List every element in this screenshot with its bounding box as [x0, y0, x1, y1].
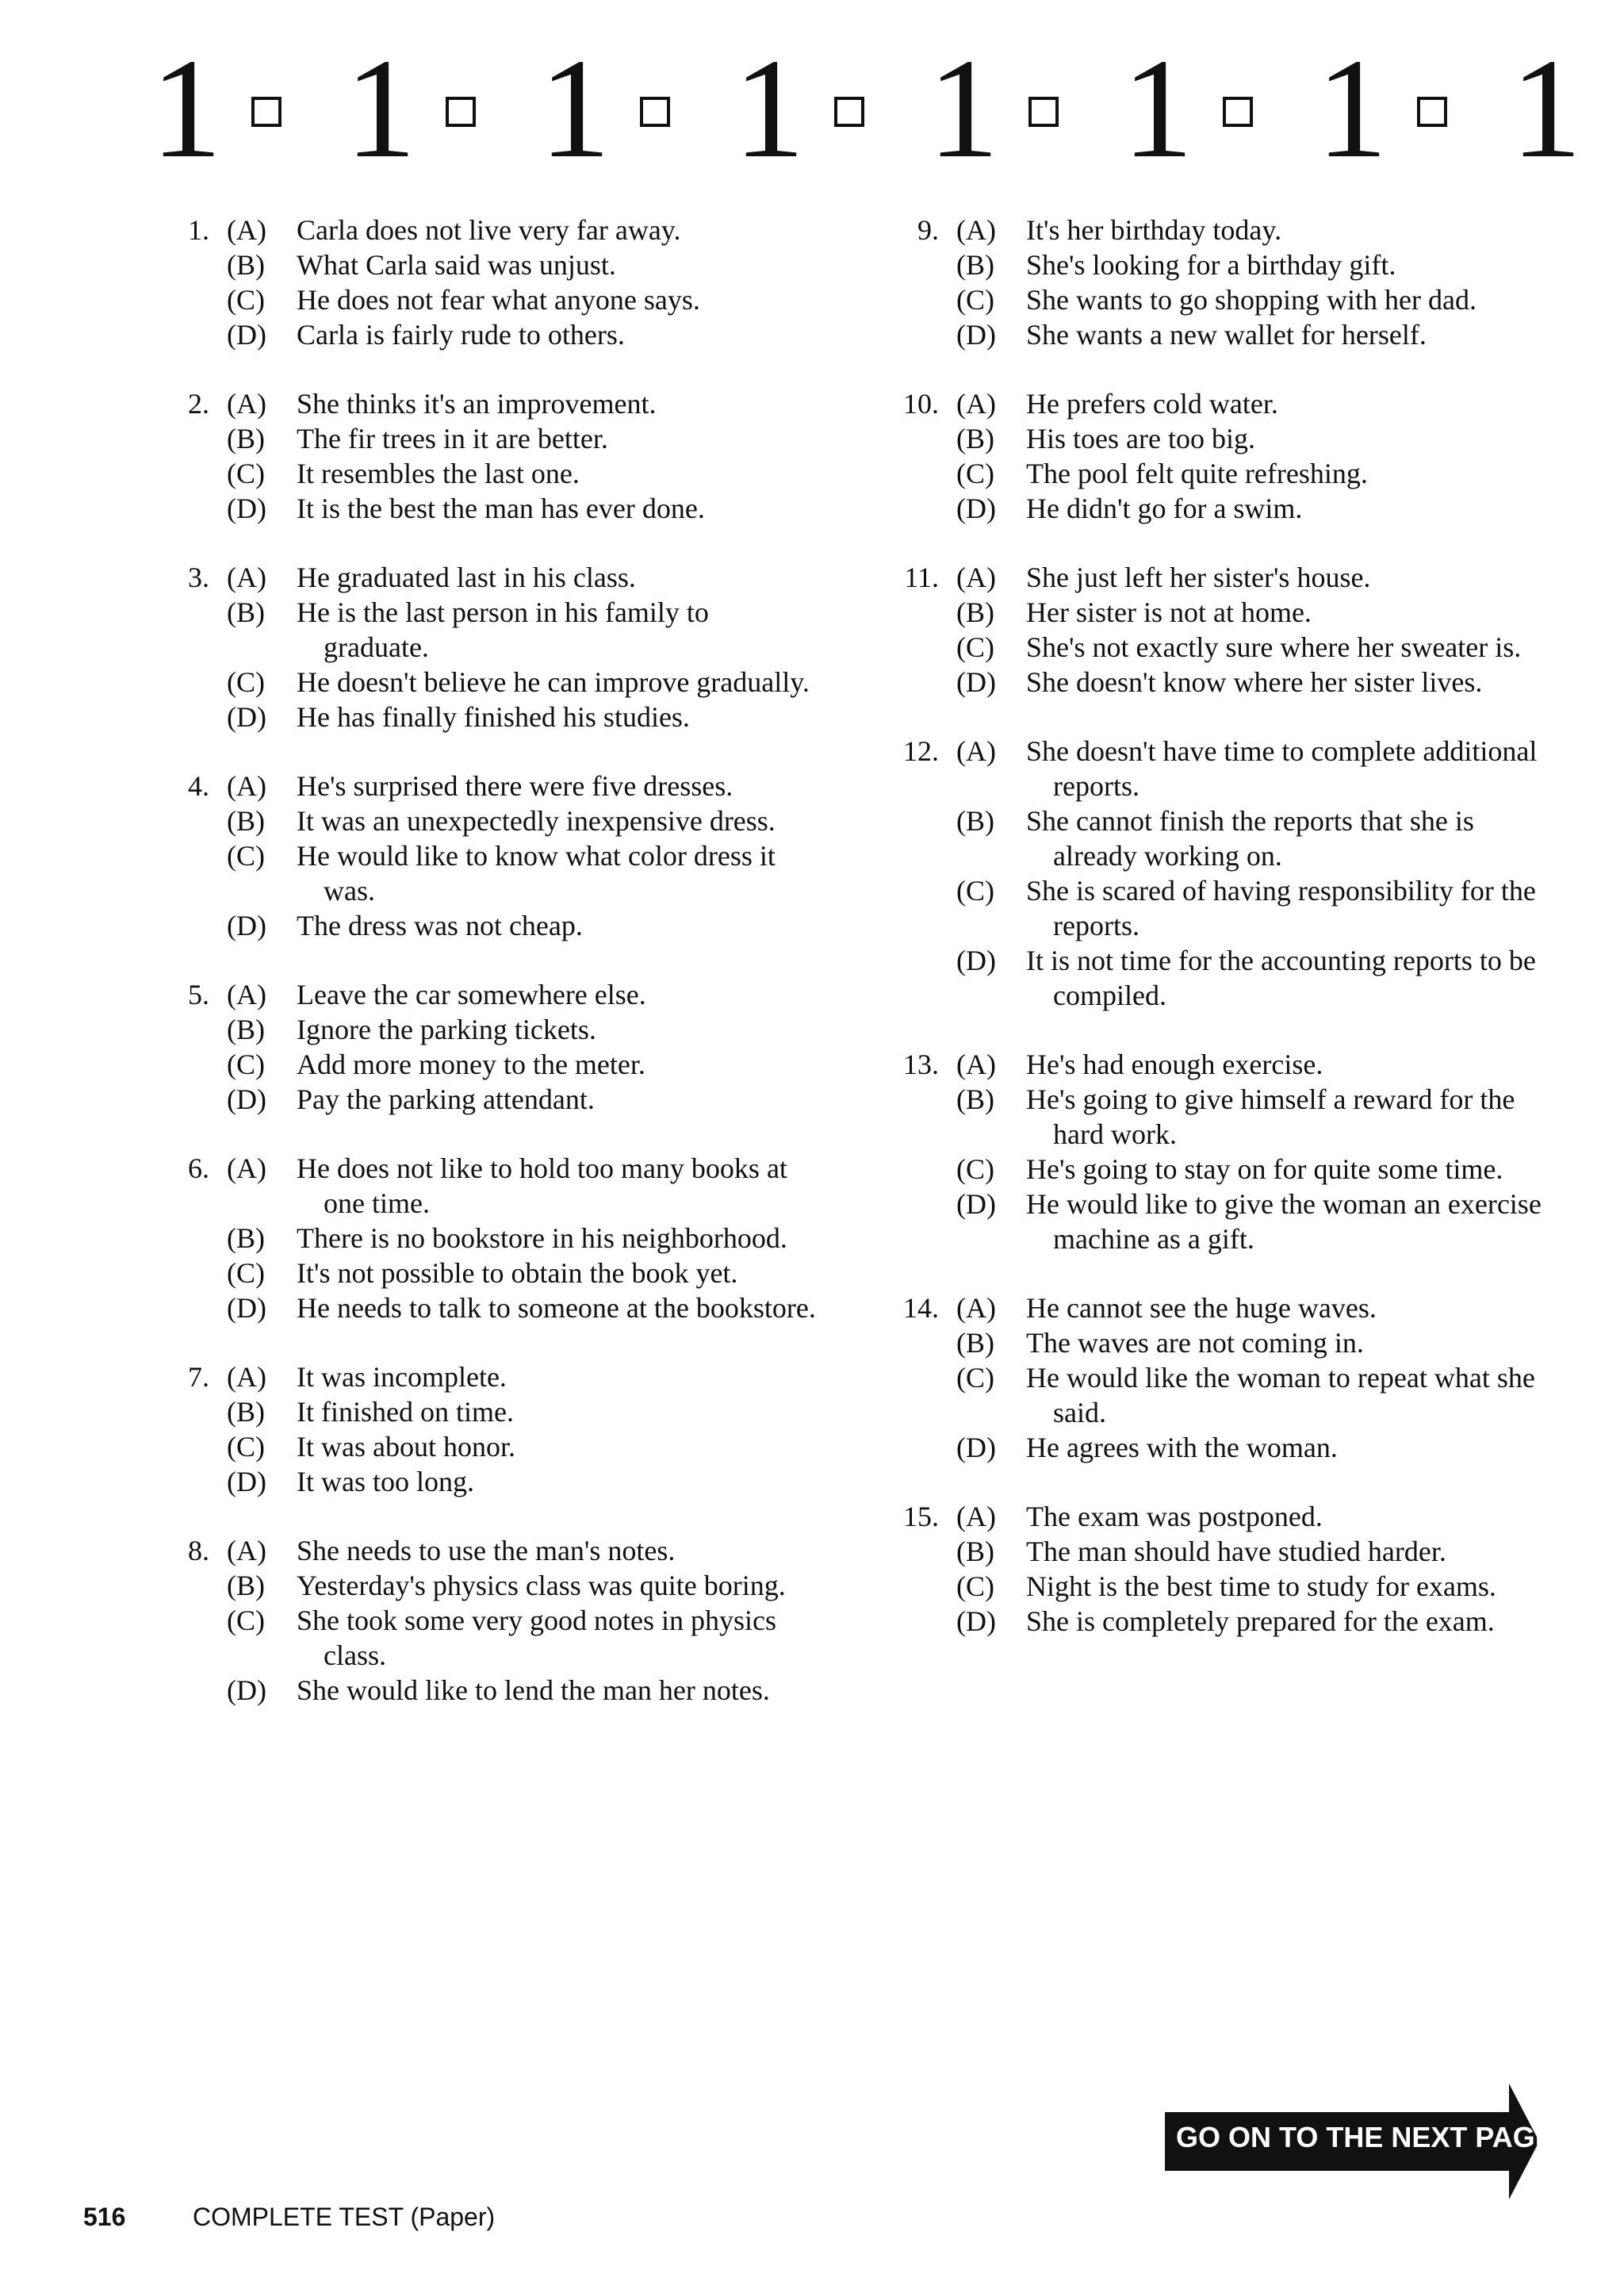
- answer-option: [896, 734, 1546, 803]
- option-text: She's looking for a birthday gift.: [1026, 249, 1396, 281]
- option-text: She cannot finish the reports that she is already working on.: [1026, 805, 1474, 872]
- answer-option: [167, 803, 817, 838]
- answer-option: [896, 1499, 1546, 1534]
- answer-option: [167, 1533, 817, 1568]
- questions-left-column: [167, 213, 817, 1742]
- answer-option: [896, 1290, 1546, 1325]
- answer-option: [167, 1047, 817, 1082]
- option-letter: (D): [956, 493, 996, 524]
- option-text: She thinks it's an improvement.: [297, 388, 657, 420]
- section-number: 1: [345, 29, 416, 187]
- option-letter: (D): [227, 910, 266, 941]
- answer-option: [167, 1256, 817, 1290]
- section-number: 1: [1122, 29, 1193, 187]
- question-number: 7.: [188, 1361, 209, 1393]
- option-text: What Carla said was unjust.: [297, 249, 616, 281]
- question-item: [896, 213, 1546, 352]
- option-text: The fir trees in it are better.: [297, 423, 608, 454]
- option-letter: (B): [227, 805, 265, 837]
- option-text: Carla does not live very far away.: [297, 214, 681, 246]
- option-letter: (A): [227, 1535, 266, 1566]
- option-text: He would like to know what color dress it was.: [297, 840, 776, 907]
- option-letter: (A): [227, 1152, 266, 1184]
- square-icon: [251, 97, 282, 127]
- question-item: [167, 213, 817, 352]
- option-text: He's surprised there were five dresses.: [297, 770, 733, 802]
- option-letter: (D): [956, 319, 996, 351]
- option-text: Leave the car somewhere else.: [297, 979, 646, 1010]
- question-number: 9.: [917, 214, 939, 246]
- answer-option: [167, 213, 817, 247]
- option-text: She needs to use the man's notes.: [297, 1535, 676, 1566]
- answer-option: [896, 386, 1546, 421]
- answer-option: [896, 317, 1546, 352]
- option-text: It's her birthday today.: [1026, 214, 1282, 246]
- option-text: He graduated last in his class.: [297, 562, 636, 593]
- question-number: 15.: [903, 1501, 939, 1532]
- square-icon: [640, 97, 670, 127]
- footer-label: COMPLETE TEST (Paper): [193, 2203, 496, 2231]
- option-text: She wants a new wallet for herself.: [1026, 319, 1427, 351]
- question-number: 10.: [903, 388, 939, 420]
- option-text: The pool felt quite refreshing.: [1026, 458, 1368, 489]
- option-text: He does not fear what anyone says.: [297, 284, 700, 316]
- option-text: She doesn't know where her sister lives.: [1026, 666, 1483, 698]
- option-text: He's going to give himself a reward for the hard work.: [1026, 1083, 1515, 1150]
- square-icon: [834, 97, 864, 127]
- question-number: 14.: [903, 1292, 939, 1324]
- question-item: [167, 1359, 817, 1499]
- answer-option: [896, 213, 1546, 247]
- option-text: Pay the parking attendant.: [297, 1083, 595, 1115]
- square-icon: [1417, 97, 1447, 127]
- option-letter: (A): [956, 562, 996, 593]
- option-text: It was incomplete.: [297, 1361, 507, 1393]
- answer-option: [167, 317, 817, 352]
- option-text: She's not exactly sure where her sweater is.: [1026, 631, 1522, 663]
- question-item: [167, 769, 817, 943]
- answer-option: [167, 1603, 817, 1673]
- option-letter: (A): [227, 1361, 266, 1393]
- section-number: 1: [151, 29, 222, 187]
- answer-option: [167, 491, 817, 526]
- answer-option: [167, 665, 817, 700]
- answer-option: [167, 769, 817, 803]
- question-item: [896, 1047, 1546, 1256]
- option-letter: (D): [227, 701, 266, 733]
- answer-option: [896, 1604, 1546, 1639]
- question-number: 8.: [188, 1535, 209, 1566]
- section-number: 1: [928, 29, 999, 187]
- answer-option: [896, 247, 1546, 282]
- option-letter: (C): [956, 875, 994, 907]
- option-text: She doesn't have time to complete additional reports.: [1026, 735, 1538, 802]
- go-on-label: GO ON TO THE NEXT PAGE: [1176, 2121, 1554, 2153]
- option-letter: (A): [956, 735, 996, 767]
- option-text: Her sister is not at home.: [1026, 596, 1312, 628]
- square-icon: [446, 97, 476, 127]
- section-number: 1: [539, 29, 611, 187]
- option-letter: (B): [227, 1570, 265, 1601]
- option-letter: (A): [956, 388, 996, 420]
- section-number: 1: [1316, 29, 1388, 187]
- option-text: He cannot see the huge waves.: [1026, 1292, 1377, 1324]
- option-letter: (A): [956, 1049, 996, 1080]
- option-text: He doesn't believe he can improve gradually.: [297, 666, 810, 698]
- option-letter: (C): [956, 1570, 994, 1602]
- option-text: It was about honor.: [297, 1431, 515, 1463]
- answer-option: [896, 665, 1546, 700]
- option-letter: (D): [227, 1674, 266, 1706]
- question-number: 3.: [188, 562, 209, 593]
- question-number: 13.: [903, 1049, 939, 1080]
- option-letter: (B): [227, 1014, 265, 1045]
- option-text: He didn't go for a swim.: [1026, 493, 1303, 524]
- option-text: It finished on time.: [297, 1396, 514, 1428]
- answer-option: [896, 1325, 1546, 1360]
- option-text: It was too long.: [297, 1466, 474, 1497]
- answer-option: [167, 1082, 817, 1117]
- option-letter: (C): [227, 1431, 265, 1463]
- answer-option: [896, 491, 1546, 526]
- option-text: He would like the woman to repeat what she said.: [1026, 1362, 1535, 1428]
- answer-option: [167, 595, 817, 665]
- question-item: [896, 1499, 1546, 1639]
- option-text: She just left her sister's house.: [1026, 562, 1371, 593]
- option-text: It is the best the man has ever done.: [297, 493, 705, 524]
- option-text: His toes are too big.: [1026, 423, 1255, 454]
- option-text: It resembles the last one.: [297, 458, 580, 489]
- answer-option: [167, 1012, 817, 1047]
- option-letter: (C): [227, 1049, 265, 1080]
- question-number: 1.: [188, 214, 209, 246]
- option-letter: (B): [227, 1222, 265, 1254]
- answer-option: [167, 247, 817, 282]
- question-item: [896, 1290, 1546, 1465]
- answer-option: [167, 1359, 817, 1394]
- answer-option: [896, 873, 1546, 943]
- option-text: The dress was not cheap.: [297, 910, 583, 941]
- answer-option: [167, 282, 817, 317]
- option-text: He has finally finished his studies.: [297, 701, 690, 733]
- question-number: 12.: [903, 735, 939, 767]
- answer-option: [896, 421, 1546, 456]
- answer-option: [167, 908, 817, 943]
- question-number: 4.: [188, 770, 209, 802]
- option-letter: (B): [956, 423, 994, 454]
- option-text: She would like to lend the man her notes.: [297, 1674, 770, 1706]
- option-letter: (B): [956, 805, 994, 837]
- option-letter: (C): [227, 458, 265, 489]
- question-number: 5.: [188, 979, 209, 1010]
- option-text: Ignore the parking tickets.: [297, 1014, 596, 1045]
- option-letter: (D): [227, 319, 266, 351]
- option-letter: (D): [227, 1292, 266, 1324]
- option-text: It was an unexpectedly inexpensive dress.: [297, 805, 776, 837]
- option-text: He's going to stay on for quite some time.: [1026, 1153, 1503, 1185]
- option-text: He does not like to hold too many books at one time.: [297, 1152, 787, 1219]
- section-header-band: [151, 29, 1582, 187]
- option-text: She is scared of having responsibility for the reports.: [1026, 875, 1536, 941]
- section-number: 1: [733, 29, 805, 187]
- question-item: [167, 560, 817, 734]
- answer-option: [167, 1673, 817, 1708]
- answer-option: [167, 1221, 817, 1256]
- answer-option: [167, 1429, 817, 1464]
- question-number: 11.: [904, 562, 939, 593]
- option-letter: (B): [227, 423, 265, 454]
- answer-option: [896, 1187, 1546, 1256]
- option-text: He prefers cold water.: [1026, 388, 1278, 420]
- option-letter: (A): [227, 770, 266, 802]
- option-letter: (C): [227, 840, 265, 872]
- answer-option: [167, 1151, 817, 1221]
- option-text: Yesterday's physics class was quite boring.: [297, 1570, 786, 1601]
- answer-option: [167, 838, 817, 908]
- answer-option: [167, 456, 817, 491]
- option-letter: (C): [956, 1153, 994, 1185]
- answer-option: [896, 943, 1546, 1013]
- option-letter: (B): [956, 1536, 994, 1567]
- question-item: [896, 560, 1546, 700]
- answer-option: [896, 1360, 1546, 1430]
- answer-option: [896, 1569, 1546, 1604]
- square-icon: [1028, 97, 1059, 127]
- option-text: He needs to talk to someone at the bookstore.: [297, 1292, 816, 1324]
- option-letter: (B): [956, 249, 994, 281]
- question-item: [167, 1151, 817, 1325]
- answer-option: [896, 630, 1546, 665]
- option-letter: (C): [956, 284, 994, 316]
- option-letter: (C): [956, 631, 994, 663]
- answer-option: [167, 560, 817, 595]
- answer-option: [167, 1290, 817, 1325]
- option-letter: (A): [227, 388, 266, 420]
- page-number: 516: [83, 2203, 126, 2231]
- answer-option: [167, 1394, 817, 1429]
- answer-option: [896, 456, 1546, 491]
- option-letter: (B): [956, 1083, 994, 1115]
- option-letter: (A): [227, 214, 266, 246]
- option-text: He would like to give the woman an exercise machine as a gift.: [1026, 1188, 1542, 1255]
- answer-option: [896, 1534, 1546, 1569]
- option-letter: (D): [956, 945, 996, 976]
- option-letter: (A): [956, 214, 996, 246]
- option-text: It's not possible to obtain the book yet.: [297, 1257, 738, 1289]
- option-text: Carla is fairly rude to others.: [297, 319, 625, 351]
- option-text: He is the last person in his family to graduate.: [297, 596, 709, 663]
- option-text: There is no bookstore in his neighborhood.: [297, 1222, 787, 1254]
- option-letter: (C): [227, 1605, 265, 1636]
- question-item: [167, 1533, 817, 1708]
- option-letter: (D): [227, 493, 266, 524]
- answer-option: [167, 1568, 817, 1603]
- answer-option: [896, 282, 1546, 317]
- section-number: 1: [1511, 29, 1582, 187]
- option-text: It is not time for the accounting reports to be compiled.: [1026, 945, 1536, 1011]
- option-letter: (C): [956, 1362, 994, 1394]
- option-text: He agrees with the woman.: [1026, 1432, 1338, 1463]
- option-letter: (D): [956, 1188, 996, 1220]
- question-number: 2.: [188, 388, 209, 420]
- option-text: Night is the best time to study for exams.: [1026, 1570, 1496, 1602]
- answer-option: [896, 1152, 1546, 1187]
- square-icon: [1223, 97, 1253, 127]
- answer-option: [167, 421, 817, 456]
- option-letter: (C): [227, 1257, 265, 1289]
- answer-option: [167, 700, 817, 734]
- option-letter: (A): [956, 1501, 996, 1532]
- option-text: She is completely prepared for the exam.: [1026, 1605, 1495, 1637]
- answer-option: [896, 1082, 1546, 1152]
- option-letter: (D): [956, 666, 996, 698]
- option-letter: (B): [227, 249, 265, 281]
- question-item: [167, 386, 817, 526]
- answer-option: [896, 1430, 1546, 1465]
- option-text: The waves are not coming in.: [1026, 1327, 1364, 1359]
- option-letter: (B): [956, 1327, 994, 1359]
- option-text: She took some very good notes in physics class.: [297, 1605, 776, 1671]
- option-text: The man should have studied harder.: [1026, 1536, 1446, 1567]
- option-text: The exam was postponed.: [1026, 1501, 1323, 1532]
- option-letter: (D): [956, 1432, 996, 1463]
- answer-option: [167, 1464, 817, 1499]
- go-on-banner: [1162, 2082, 1554, 2201]
- answer-option: [167, 977, 817, 1012]
- option-text: He's had enough exercise.: [1026, 1049, 1323, 1080]
- option-letter: (A): [956, 1292, 996, 1324]
- question-item: [167, 977, 817, 1117]
- answer-option: [167, 386, 817, 421]
- option-letter: (B): [956, 596, 994, 628]
- question-item: [896, 734, 1546, 1013]
- option-letter: (A): [227, 979, 266, 1010]
- option-letter: (D): [956, 1605, 996, 1637]
- option-letter: (C): [956, 458, 994, 489]
- option-text: Add more money to the meter.: [297, 1049, 645, 1080]
- option-letter: (A): [227, 562, 266, 593]
- answer-option: [896, 1047, 1546, 1082]
- option-letter: (C): [227, 284, 265, 316]
- option-letter: (D): [227, 1083, 266, 1115]
- option-letter: (D): [227, 1466, 266, 1497]
- question-item: [896, 386, 1546, 526]
- answer-option: [896, 803, 1546, 873]
- option-text: She wants to go shopping with her dad.: [1026, 284, 1477, 316]
- option-letter: (B): [227, 596, 265, 628]
- answer-option: [896, 560, 1546, 595]
- option-letter: (B): [227, 1396, 265, 1428]
- answer-option: [896, 595, 1546, 630]
- questions-right-column: [896, 213, 1546, 1673]
- option-letter: (C): [227, 666, 265, 698]
- question-number: 6.: [188, 1152, 209, 1184]
